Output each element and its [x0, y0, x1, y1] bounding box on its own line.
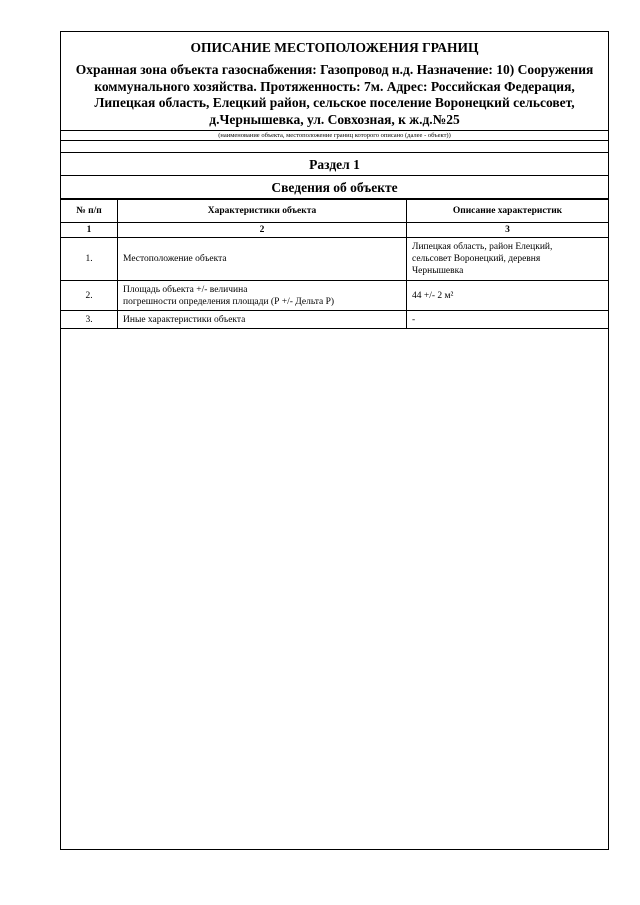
column-number: 3: [407, 223, 609, 238]
row-characteristic: Площадь объекта +/- величина погрешности определения площади (Р +/- Дельта Р): [118, 281, 407, 311]
object-info-table: [61, 199, 608, 329]
header-characteristic: Характеристики объекта: [118, 200, 407, 223]
header-num: № п/п: [61, 200, 118, 223]
document-page: [60, 31, 609, 850]
table-header-row: [61, 200, 608, 223]
section-title: Раздел 1: [61, 153, 608, 176]
column-number-row: [61, 223, 608, 238]
row-characteristic: Иные характеристики объекта: [118, 311, 407, 329]
column-number: 2: [118, 223, 407, 238]
row-num: 3.: [61, 311, 118, 329]
row-description: Липецкая область, район Елецкий, сельсовет Воронецкий, деревня Чернышевка: [407, 238, 609, 281]
row-num: 2.: [61, 281, 118, 311]
table-row: [61, 238, 608, 281]
spacer-row: [61, 141, 608, 153]
row-description: 44 +/- 2 м²: [407, 281, 609, 311]
row-num: 1.: [61, 238, 118, 281]
row-description: -: [407, 311, 609, 329]
section-subtitle: Сведения об объекте: [61, 176, 608, 199]
header-description: Описание характеристик: [407, 200, 609, 223]
object-name: Охранная зона объекта газоснабжения: Газопровод н.д. Назначение: 10) Сооружения коммунального хозяйства. Протяженность: 7м. Адрес: Российская Федерация, Липецкая область, Елецкий район, сельское поселение Воронецкий сельсовет, д.Чернышевка, ул. Совхозная, к ж.д.№25: [75, 62, 594, 127]
table-row: [61, 281, 608, 311]
document-title: ОПИСАНИЕ МЕСТОПОЛОЖЕНИЯ ГРАНИЦ: [190, 40, 479, 55]
table-row: [61, 311, 608, 329]
row-characteristic: Местоположение объекта: [118, 238, 407, 281]
object-hint: (наименование объекта, местоположение границ которого описано (далее - объект)): [61, 130, 608, 141]
column-number: 1: [61, 223, 118, 238]
